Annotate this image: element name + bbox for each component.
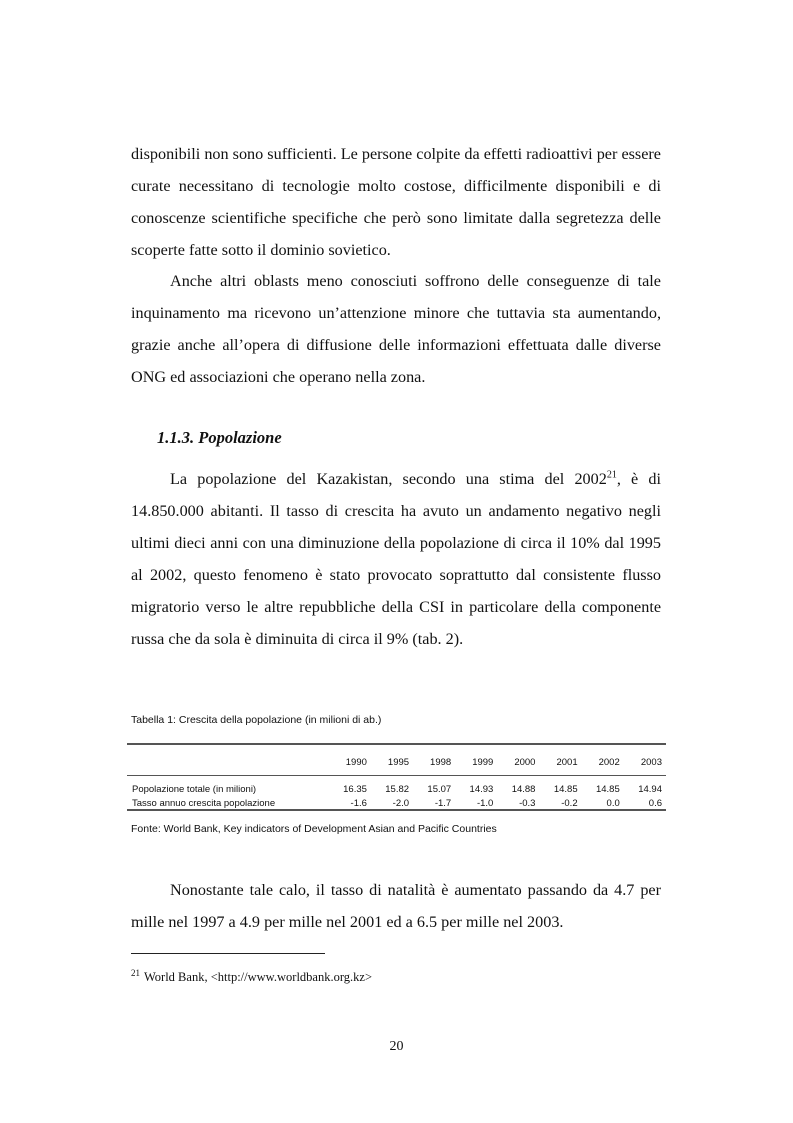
table-top-rule: [127, 743, 666, 745]
table-cell: 0.0: [606, 797, 620, 809]
table-cell: 15.82: [385, 783, 410, 795]
paragraph-population-text-end: , è di 14.850.000 abitanti. Il tasso di crescita ha avuto un andamento negativo negli ultimi dieci anni con una diminuzione della popolazione di circa il 10% dal 1995 al 2002, questo fenomeno è stato provocato soprattutto dal consistente flusso migratorio verso le altre repubbliche della CSI in particolare della componente russa che da sola è diminuita di circa il 9% (tab. 2).: [131, 470, 661, 648]
page-number: 20: [389, 1039, 404, 1054]
year-header: 1998: [430, 756, 452, 768]
paragraph-population: [131, 463, 661, 655]
table-cell: -2.0: [392, 797, 410, 809]
year-header: 1990: [345, 756, 367, 768]
table-cell: 14.85: [553, 783, 578, 795]
footnote-separator: [131, 953, 325, 954]
section-heading: 1.1.3. Popolazione: [157, 428, 282, 447]
footnote-reference[interactable]: 21: [606, 469, 617, 481]
table-cell: -1.6: [350, 797, 367, 809]
table-caption: Tabella 1: Crescita della popolazione (in milioni di ab.): [131, 714, 382, 726]
year-header: 2002: [598, 756, 620, 768]
table-cell: -0.2: [561, 797, 578, 809]
footnote-number: 21: [131, 967, 140, 978]
table-cell: 16.35: [343, 783, 367, 795]
table-cell: 14.88: [511, 783, 536, 795]
year-header: 2000: [514, 756, 536, 768]
table-cell: 15.07: [427, 783, 452, 795]
table-cell: -0.3: [519, 797, 536, 809]
population-table: [127, 748, 666, 810]
table-header-row: [127, 748, 666, 776]
row-label: Popolazione totale (in milioni): [132, 783, 257, 795]
footnote-text[interactable]: World Bank, <http://www.worldbank.org.kz>: [144, 970, 372, 984]
paragraph-birth-rate: Nonostante tale calo, il tasso di natalità è aumentato passando da 4.7 per mille nel 1997 a 4.9 per mille nel 2001 ed a 6.5 per mille nel 2003.: [131, 881, 661, 931]
paragraph-other-oblasts: Anche altri oblasts meno conosciuti soffrono delle conseguenze di tale inquinamento ma ricevono un’attenzione minore che tuttavia sta aumentando, grazie anche all’opera di diffusione delle informazioni effettuata dalle diverse ONG ed associazioni che operano nella zona.: [131, 272, 661, 386]
footnote: [131, 967, 372, 985]
year-header: 2003: [640, 756, 662, 768]
table-cell: 14.93: [469, 783, 494, 795]
table-row: [127, 796, 666, 810]
table-row: [127, 782, 666, 796]
table-header-label: [127, 748, 329, 776]
year-header: 2001: [556, 756, 578, 768]
table-cell: 0.6: [648, 797, 662, 809]
table-cell: 14.85: [595, 783, 620, 795]
table-source: Fonte: World Bank, Key indicators of Development Asian and Pacific Countries: [131, 823, 497, 835]
year-header: 1999: [472, 756, 494, 768]
row-label: Tasso annuo crescita popolazione: [132, 797, 276, 809]
paragraph-radioactivity: disponibili non sono sufficienti. Le persone colpite da effetti radioattivi per essere curate necessitano di tecnologie molto costose, difficilmente disponibili e di conoscenze scientifiche specifiche che però sono limitate dalla segretezza delle scoperte fatte sotto il dominio sovietico.: [131, 145, 661, 259]
table-cell: -1.0: [476, 797, 494, 809]
table-cell: 14.94: [638, 783, 662, 795]
paragraph-population-text-start: La popolazione del Kazakistan, secondo una stima del 2002: [170, 470, 607, 488]
table-cell: -1.7: [434, 797, 452, 809]
year-header: 1995: [387, 756, 410, 768]
